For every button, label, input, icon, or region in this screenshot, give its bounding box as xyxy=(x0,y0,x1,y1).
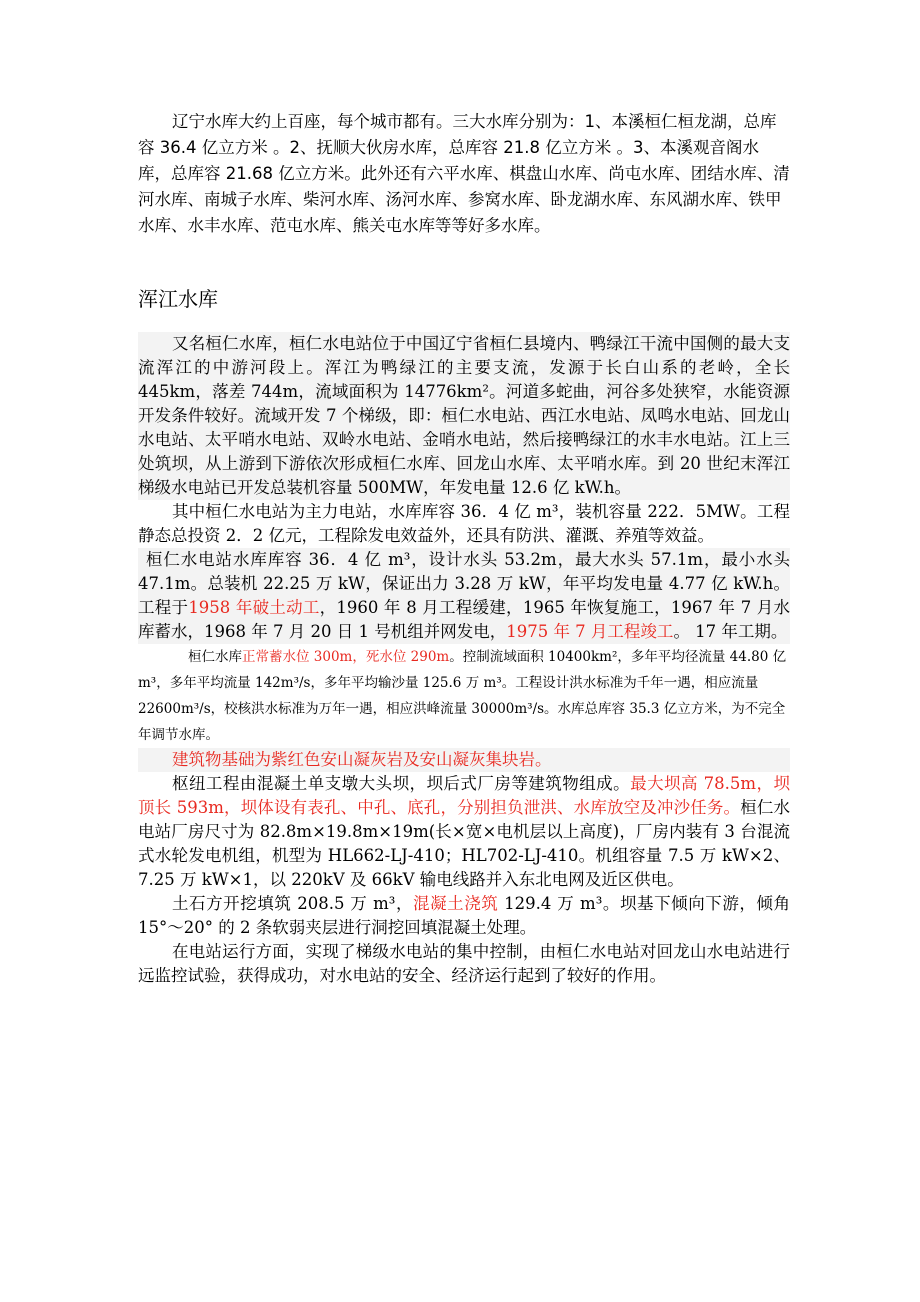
paragraph-reservoir-specs xyxy=(138,548,790,644)
earthwork-text-c: 129.4 万 m³。坝基下倾向下游，倾角 15°～20° 的 2 条软弱夹层进行洞挖回填混凝土处理。 xyxy=(138,894,790,937)
completion-highlight: 1975 年 7 月工程竣工 xyxy=(506,622,674,641)
paragraph-water-levels xyxy=(138,644,790,748)
levels-text-c: 。控制流域面积 10400km²，多年平均径流量 44.80 亿 m³，多年平均流量 142m³/s，多年平均输沙量 125.6 万 m³。工程设计洪水标准为千年一遇，相应流量 22600m³/s，校核洪水标准为万年一遇，相应洪峰流量 30000m³/s。水库总库容 35.3 亿立方米，为不完全年调节水库。 xyxy=(138,649,787,743)
earthwork-text-a: 土石方开挖填筑 208.5 万 m³， xyxy=(172,894,414,913)
dam-highlight: 最大坝高 78.5m，坝顶长 593m，坝体设有表孔、中孔、底孔，分别担负泄洪、水库放空及冲沙任务。 xyxy=(138,774,791,817)
paragraph-structures xyxy=(138,772,790,892)
paragraph-main-station: 其中桓仁水电站为主力电站，水库库容 36．4 亿 m³，装机容量 222．5MW。工程静态总投资 2．2 亿元，工程除发电效益外，还具有防洪、灌溉、养殖等效益。 xyxy=(138,502,790,545)
specs-text-c: ，1960 年 8 月工程缓建，1965 年恢复施工，1967 年 7 月水库蓄水，1968 年 7 月 20 日 1 号机组并网发电， xyxy=(138,598,790,641)
levels-text-a: 桓仁水库 xyxy=(188,649,242,665)
structures-text-c: 桓仁水电站厂房尺寸为 82.8m×19.8m×19m(长×宽×电机层以上高度)，厂房内装有 3 台混流式水轮发电机组，机型为 HL662-LJ-410；HL702-LJ-410。机组容量 7.5 万 kW×2、7.25 万 kW×1，以 220kV 及 66kV 输电线路并入东北电网及近区供电。 xyxy=(138,798,791,889)
specs-text-e: 。 17 年工期。 xyxy=(673,622,788,641)
paragraph-earthwork xyxy=(138,892,790,940)
document-body xyxy=(138,109,790,988)
paragraph-operation: 在电站运行方面，实现了梯级水电站的集中控制，由桓仁水电站对回龙山水电站进行远监控试验，获得成功，对水电站的安全、经济运行起到了较好的作用。 xyxy=(138,942,790,985)
paragraph-overview: 又名桓仁水库，桓仁水电站位于中国辽宁省桓仁县境内、鸭绿江干流中国侧的最大支流浑江的中游河段上。浑江为鸭绿江的主要支流，发源于长白山系的老岭，全长 445km，落差 744m，流域面积为 14776km²。河道多蛇曲，河谷多处狭窄，水能资源开发条件较好。流域开发 7 个梯级，即：桓仁水电站、西江水电站、凤鸣水电站、回龙山水电站、太平哨水电站、双岭水电站、金哨水电站，然后接鸭绿江的水丰水电站。江上三处筑坝，从上游到下游依次形成桓仁水库、回龙山水库、太平哨水库。到 20 世纪末浑江梯级水电站已开发总装机容量 500MW，年发电量 12.6 亿 kW.h。 xyxy=(138,332,790,500)
specs-text-a: 桓仁水电站水库库容 36．4 亿 m³，设计水头 53.2m，最大水头 57.1m，最小水头 47.1m。总装机 22.25 万 kW，保证出力 3.28 万 kW，年平均发电量 4.77 亿 kW.h。工程于 xyxy=(138,550,790,617)
section-heading: 浑江水库 xyxy=(138,287,218,311)
structures-text-a: 枢纽工程由混凝土单支墩大头坝，坝后式厂房等建筑物组成。 xyxy=(172,774,631,793)
groundbreaking-highlight: 1958 年破土动工 xyxy=(188,598,320,617)
intro-paragraph: 辽宁水库大约上百座，每个城市都有。三大水库分别为：1、本溪桓仁桓龙湖，总库容 36.4 亿立方米 。2、抚顺大伙房水库，总库容 21.8 亿立方米 。3、本溪观音阁水库，总库容 21.68 亿立方米。此外还有六平水库、棋盘山水库、尚屯水库、团结水库、清河水库、南城子水库、柴河水库、汤河水库、参窝水库、卧龙湖水库、东风湖水库、铁甲水库、水丰水库、范屯水库、熊关屯水库等等好多水库。 xyxy=(138,112,790,235)
paragraph-foundation: 建筑物基础为紫红色安山凝灰岩及安山凝灰集块岩。 xyxy=(138,748,790,772)
water-level-highlight: 正常蓄水位 300m，死水位 290m xyxy=(242,649,450,665)
concrete-highlight: 混凝土浇筑 xyxy=(413,894,499,913)
